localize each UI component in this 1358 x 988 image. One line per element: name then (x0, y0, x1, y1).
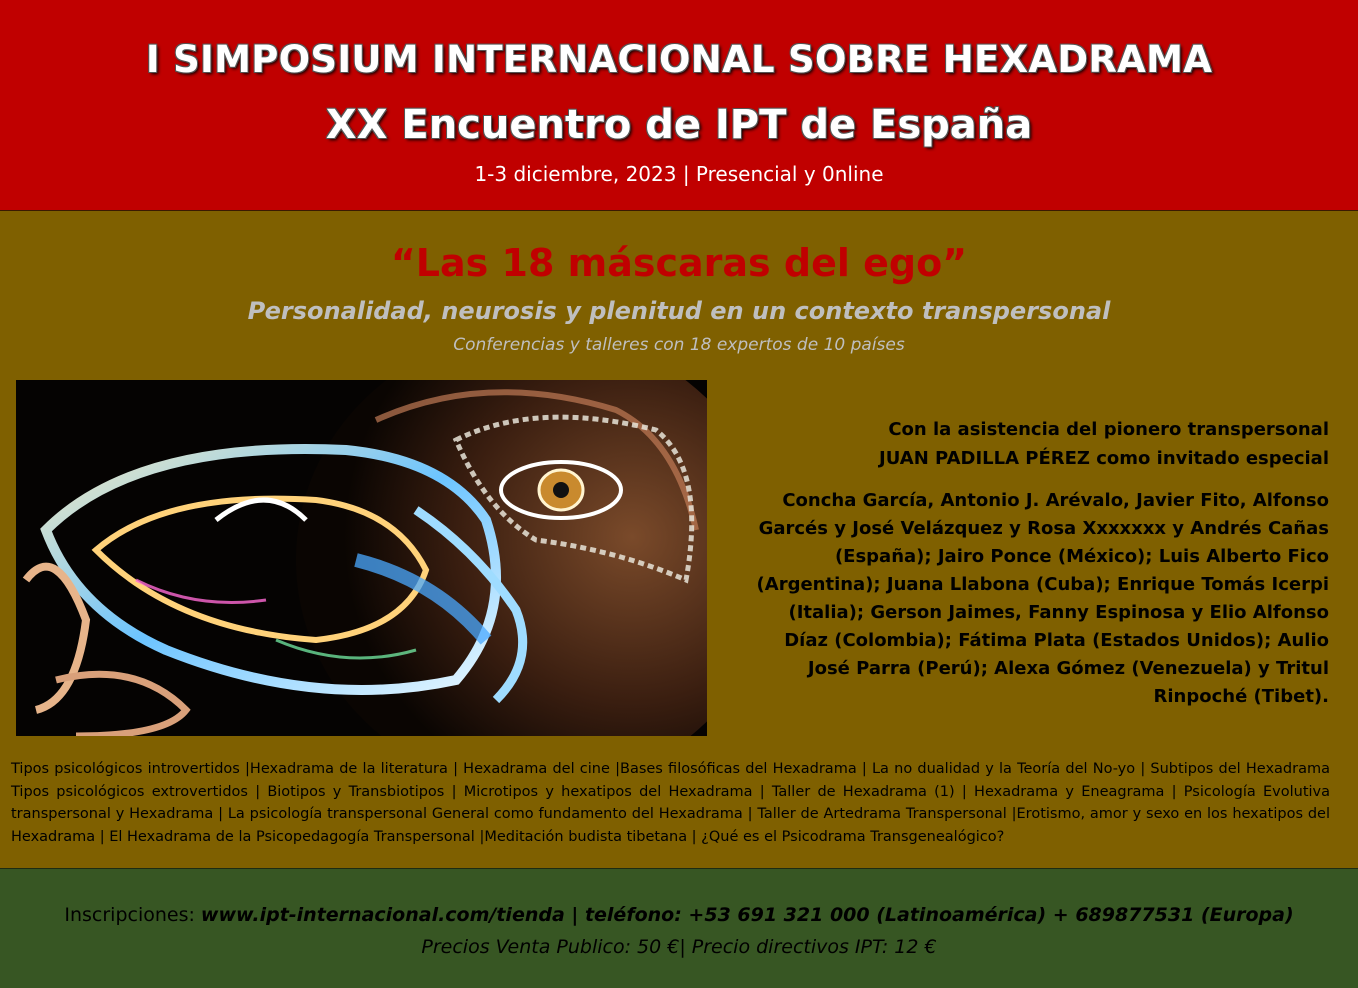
separator: | (564, 904, 585, 926)
theme-title: “Las 18 máscaras del ego” (390, 241, 968, 285)
mask-photo (16, 380, 707, 736)
footer-banner (0, 868, 1358, 988)
phone-text: teléfono: +53 691 321 000 (Latinoamérica) + 689877531 (Europa) (584, 904, 1294, 926)
header-banner (0, 0, 1358, 211)
experts-list: Concha García, Antonio J. Arévalo, Javier Fito, Alfonso Garcés y José Velázquez y Rosa Xxxxxxx y Andrés Cañas (España); Jairo Ponce (México); Luis Alberto Fico (Argentina); Juana Llabona (Cuba); Enrique Tomás Icerpi (Italia); Gerson Jaimes, Fanny Espinosa y Elio Alfonso Díaz (Colombia); Fátima Plata (Estados Unidos); Aulio José Parra (Perú); Alexa Gómez (Venezuela) y Tritul Rinpoché (Tibet). (756, 490, 1329, 707)
prices-line: Precios Venta Publico: 50 €| Precio directivos IPT: 12 € (421, 936, 937, 958)
website-link[interactable]: www.ipt-internacional.com/tienda (200, 904, 565, 926)
registration-label: Inscripciones: (64, 904, 201, 926)
registration-line (0, 904, 1358, 926)
theme-subtitle: Personalidad, neurosis y plenitud en un contexto transpersonal (247, 297, 1111, 325)
event-date: 1-3 diciembre, 2023 | Presencial y 0nline (474, 162, 884, 186)
topics-list: Tipos psicológicos introvertidos |Hexadrama de la literatura | Hexadrama del cine |Bases filosóficas del Hexadrama | La no dualidad y la Teoría del No-yo | Subtipos del Hexadrama Tipos psicológicos extrovertidos | Biotipos y Transbiotipos | Microtipos y hexatipos del Hexadrama | Taller de Hexadrama (1) | Hexadrama y Eneagrama | Psicología Evolutiva transpersonal y Hexadrama | La psicología transpersonal General como fundamento del Hexadrama | Taller de Artedrama Transpersonal |Erotismo, amor y sexo en los hexatipos del Hexadrama | El Hexadrama de la Psicopedagogía Transpersonal |Meditación budista tibetana | ¿Qué es el Psicodrama Transgenealógico? (11, 761, 1330, 845)
event-subtitle: XX Encuentro de IPT de España (325, 102, 1033, 148)
guest-line-2: JUAN PADILLA PÉREZ como invitado especial (879, 448, 1329, 469)
event-title: I SIMPOSIUM INTERNACIONAL SOBRE HEXADRAMA (145, 38, 1213, 81)
speakers-panel (740, 415, 1329, 711)
guest-line-1: Con la asistencia del pionero transpersonal (888, 419, 1329, 440)
main-section (0, 211, 1358, 868)
mask-illustration (16, 380, 707, 736)
theme-tagline: Conferencias y talleres con 18 expertos de 10 países (453, 335, 905, 355)
